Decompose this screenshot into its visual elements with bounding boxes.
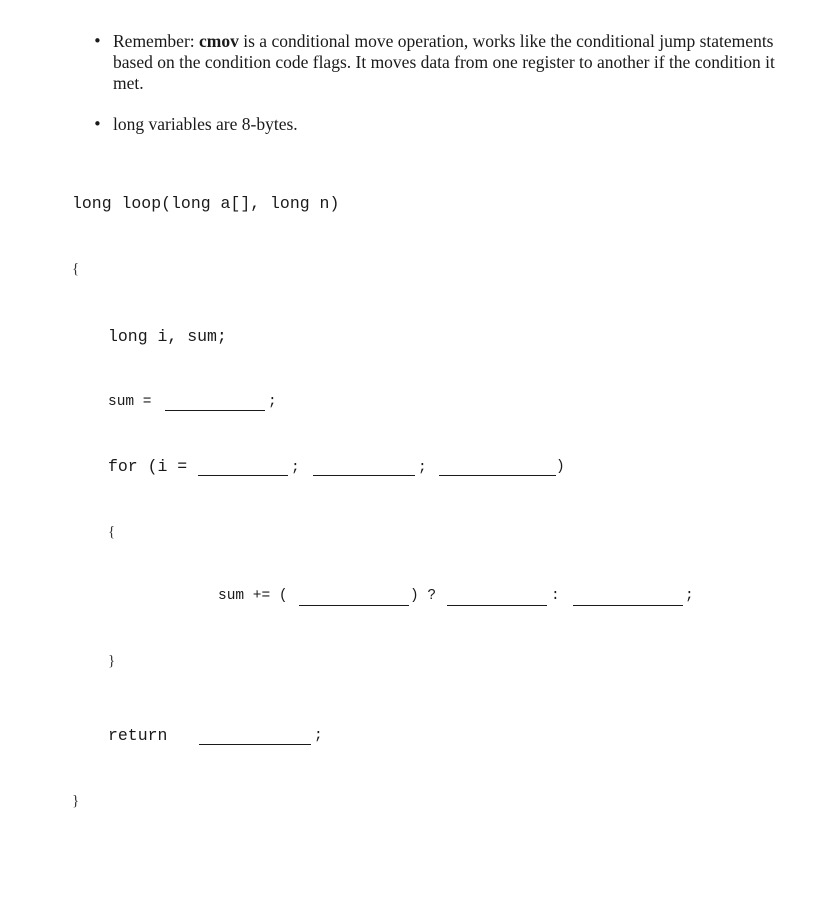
for-label: for (i = bbox=[108, 457, 188, 476]
sum-init-label: sum = bbox=[108, 394, 152, 410]
blank-ternary-condition[interactable] bbox=[299, 605, 409, 606]
return-keyword: return bbox=[108, 726, 168, 745]
function-open-brace: { bbox=[72, 261, 80, 277]
ternary-question: ) ? bbox=[410, 588, 437, 604]
note-cmov-term: cmov bbox=[199, 31, 239, 51]
blank-return-value[interactable] bbox=[199, 744, 311, 745]
note-cmov bbox=[93, 31, 793, 94]
note-cmov-prefix: Remember: bbox=[113, 31, 200, 51]
blank-for-update[interactable] bbox=[439, 475, 556, 476]
blank-for-init[interactable] bbox=[198, 475, 288, 476]
for-close-paren: ) bbox=[556, 459, 565, 475]
blank-ternary-false[interactable] bbox=[573, 605, 683, 606]
sum-update-label: sum += ( bbox=[218, 588, 288, 604]
loop-open-brace: { bbox=[108, 524, 116, 540]
ternary-colon: : bbox=[551, 588, 560, 604]
for-semicolon-1: ; bbox=[291, 460, 300, 476]
return-semicolon: ; bbox=[314, 728, 323, 744]
for-semicolon-2: ; bbox=[418, 460, 427, 476]
blank-for-condition[interactable] bbox=[313, 475, 415, 476]
note-long-size-text: long variables are 8-bytes. bbox=[113, 114, 298, 134]
sum-update-semicolon: ; bbox=[685, 588, 694, 604]
function-signature: long loop(long a[], long n) bbox=[72, 194, 340, 213]
note-long-size bbox=[93, 114, 793, 135]
sum-init-semicolon: ; bbox=[268, 394, 277, 410]
notes-list bbox=[93, 31, 793, 135]
note-cmov-text: is a conditional move operation, works like the conditional jump statements based on the condition code flags. It moves data from one register to another if the condition it met. bbox=[113, 31, 775, 93]
bullet-icon: • bbox=[93, 115, 102, 133]
bullet-icon: • bbox=[93, 32, 102, 50]
variable-declaration: long i, sum; bbox=[108, 327, 227, 346]
loop-close-brace: } bbox=[108, 653, 116, 669]
blank-ternary-true[interactable] bbox=[447, 605, 547, 606]
blank-sum-init[interactable] bbox=[165, 410, 265, 411]
function-close-brace: } bbox=[72, 793, 80, 809]
